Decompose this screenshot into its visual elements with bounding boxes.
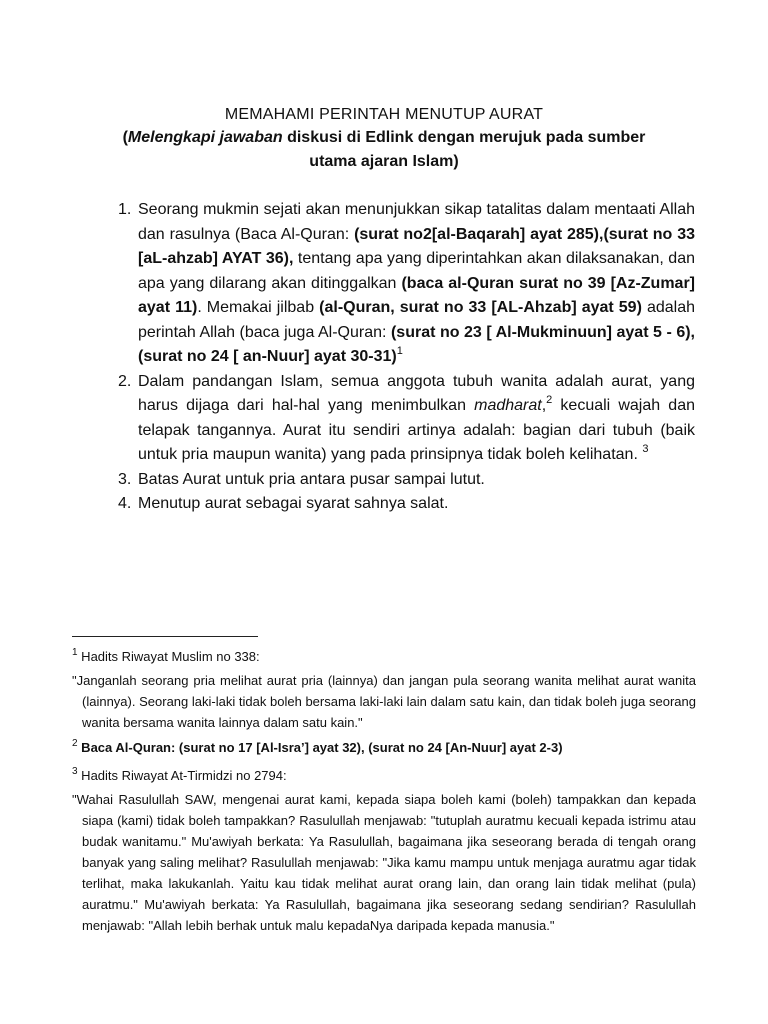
item-text: adalah perintah Allah (baca juga Al-Quran: [138,299,695,341]
footnote-3 [72,765,696,936]
item-text: Batas Aurat untuk pria antara pusar sampai lutut. [138,470,485,488]
footnote-source: Hadits Riwayat Muslim no 338: [77,649,260,664]
list-number: 1. [118,201,132,218]
footnote-heading [72,646,696,667]
subtitle-line-2: utama ajaran Islam) [309,153,459,170]
item-text: , [541,397,547,414]
item-text: Menutup aurat sebagai syarat sahnya salat. [138,495,449,512]
footnote-ref[interactable]: 1 [396,345,403,357]
list-item [118,468,695,493]
item-bold-ref: (surat no 23 [ Al-Mukminuun] ayat 5 - 6), (surat no 24 [ an-Nuur] ayat 30-31) [138,323,695,365]
list-item [118,370,695,468]
footnote-quote: "Janganlah seorang pria melihat aurat pria (lainnya) dan jangan pula seorang wanita melihat aurat wanita (lainnya). Seorang laki-laki tidak boleh bersama laki-laki lain dalam satu kain, dan tidak boleh juga seorang wanita bersama wanita lainnya dalam satu kain." [72,673,696,730]
list-number: 2. [118,372,132,390]
item-bold-ref: (baca al-Quran surat no 39 [Az-Zumar] ayat 11) [138,274,696,316]
list-item [118,198,696,370]
item-bold-ref: (surat no2[al-Baqarah] ayat 285),(surat no 33 [aL-ahzab] AYAT 36), [138,225,696,267]
footnote-1 [72,646,696,733]
item-text: kecuali wajah dan telapak tangannya. Aurat itu sendiri artinya adalah: bagian dari tubuh (baik untuk pria maupun wanita) yang pada prinsipnya tidak boleh kelihatan. [138,397,695,463]
footnote-source: Hadits Riwayat At-Tirmidzi no 2794: [77,768,287,783]
footnote-heading [72,765,696,786]
document-title: MEMAHAMI PERINTAH MENUTUP AURAT [224,106,544,123]
list-number: 3. [118,470,132,488]
list-item [118,492,695,517]
footnote-separator [72,636,258,637]
subtitle-line-1: (Melengkapi jawaban diskusi di Edlink dengan merujuk pada sumber [122,129,646,146]
footnote-source: Baca Al-Quran: (surat no 17 [Al-Isra’] ayat 32), (surat no 24 [An-Nuur] ayat 2-3) [77,740,563,755]
footnote-2 [72,737,696,758]
footnote-ref[interactable]: 3 [642,443,649,455]
footnote-number: 2 [72,738,78,749]
document-subtitle [120,126,648,174]
item-text: Seorang mukmin sejati akan menunjukkan sikap tatalitas dalam mentaati Allah dan rasulnya (Baca Al-Quran: [138,201,695,243]
item-text: tentang apa yang diperintahkan akan dilaksanakan, dan apa yang dilarang akan ditinggalkan [138,250,696,292]
footnote-heading [72,737,696,758]
item-text: Dalam pandangan Islam, semua anggota tubuh wanita adalah aurat, yang harus dijaga dari hal-hal yang menimbulkan [138,372,695,414]
footnote-number: 1 [72,647,78,658]
footnote-ref[interactable]: 2 [546,394,553,406]
item-italic: madharat [474,397,542,414]
subtitle-italic: Melengkapi jawaban [127,129,283,146]
footnote-quote: "Wahai Rasulullah SAW, mengenai aurat kami, kepada siapa boleh kami (boleh) tampakkan dan kepada siapa (kami) tidak boleh tampakkan? Rasulullah menjawab: "tutuplah auratmu kecuali kepada istrimu atau budak wanitamu." Mu'awiyah berkata: Ya Rasulullah, bagaimana jika seseorang berada di tengah orang banyak yang saling melihat? Rasulullah menjawab: "Jika kamu mampu untuk menjaga auratmu agar tidak terlihat, maka lakukanlah. Yaitu kau tidak melihat aurat orang lain, dan orang lain tidak melihat (pula) auratmu." Mu'awiyah berkata: Ya Rasulullah, bagaimana jika seseorang sedang sendirian? Rasulullah menjawab: "Allah lebih berhak untuk malu kepadaNya daripada kepada manusia." [72,792,696,933]
item-text: . Memakai jilbab [197,299,320,316]
item-bold-ref: (al-Quran, surat no 33 [AL-Ahzab] ayat 59) [319,299,642,316]
list-number: 4. [118,495,132,512]
footnote-number: 3 [72,766,78,777]
numbered-list [118,198,696,517]
